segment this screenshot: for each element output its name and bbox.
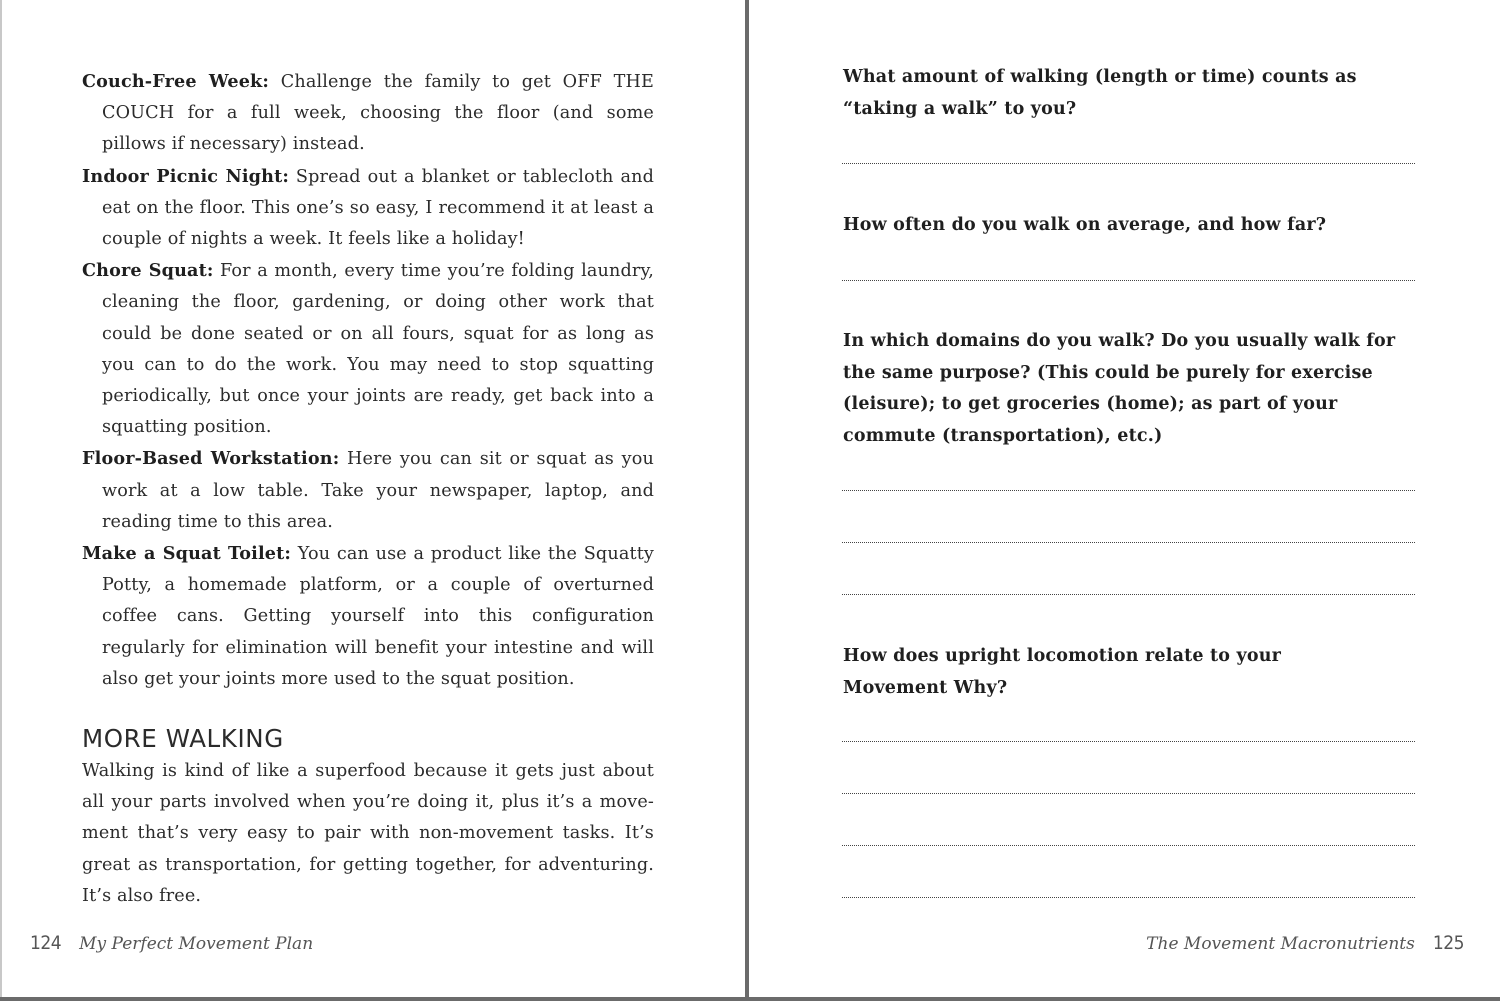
right-folio — [1146, 932, 1464, 954]
entry-text: Here you can sit or squat as you work at a low table. Take your newspaper, laptop, and reading time to this area. — [102, 449, 654, 532]
answer-line[interactable] — [842, 741, 1415, 742]
left-text-column — [82, 66, 654, 912]
entry-term: Chore Squat: — [82, 260, 214, 282]
right-page — [749, 0, 1500, 997]
entry-indoor-picnic-night — [82, 161, 654, 256]
answer-line[interactable] — [842, 845, 1415, 846]
entry-make-a-squat-toilet — [82, 538, 654, 695]
question-2: How often do you walk on average, and how far? — [843, 215, 1327, 235]
section-body: Walking is kind of like a superfood because it gets just about all your parts involved when you’re doing it, plus it’s a move-ment that’s very easy to pair with non-movement tasks. It’s great as transportation, for getting together, for adventuring. It’s also free. — [82, 761, 654, 906]
page-number: 125 — [1432, 932, 1464, 954]
entry-chore-squat — [82, 255, 654, 443]
question-4: How does upright locomotion relate to your Movement Why? — [843, 646, 1282, 698]
entry-text: You can use a product like the Squatty Potty, a homemade platform, or a couple of overturned coffee cans. Getting yourself into this configuration regularly for elimination will benefit your intestine and will also get your joints more used to the squat position. — [102, 544, 654, 689]
entry-term: Indoor Picnic Night: — [82, 165, 289, 187]
entry-couch-free-week — [82, 66, 654, 161]
answer-line[interactable] — [842, 793, 1415, 794]
running-head: The Movement Macronutrients — [1146, 934, 1415, 954]
answer-line[interactable] — [842, 163, 1415, 164]
entry-term: Floor-Based Workstation: — [82, 448, 340, 470]
answer-line[interactable] — [842, 897, 1415, 898]
question-1: What amount of walking (length or time) counts as “taking a walk” to you? — [843, 67, 1357, 119]
entry-term: Couch-Free Week: — [82, 71, 270, 92]
left-folio — [30, 932, 313, 954]
answer-line[interactable] — [842, 542, 1415, 543]
question-3: In which domains do you walk? Do you usually walk for the same purpose? (This could be purely for exercise (leisure); to get groceries (home); as part of your commute (transportation), etc.) — [843, 331, 1396, 446]
section-heading: MORE WALKING — [82, 724, 284, 754]
entry-text: Spread out a blanket or tablecloth and eat on the floor. This one’s so easy, I recommend it at least a couple of nights a week. It feels like a holiday! — [102, 166, 654, 250]
answer-line[interactable] — [842, 280, 1415, 281]
running-head: My Perfect Movement Plan — [79, 934, 314, 954]
page-bottom-edge — [0, 997, 1500, 1001]
left-page — [0, 0, 745, 997]
entry-term: Make a Squat Toilet: — [82, 543, 292, 565]
answer-line[interactable] — [842, 490, 1415, 491]
entry-text: Challenge the family to get OFF THE COUCH for a full week, choosing the floor (and some pillows if necessary) instead. — [102, 72, 654, 155]
entry-floor-based-workstation — [82, 443, 654, 538]
entry-text: For a month, every time you’re folding laundry, cleaning the floor, gardening, or doing other work that could be done seated or on all fours, squat for as long as you can to do the work. You may need to stop squatting periodically, but once your joints are ready, get back into a squatting position. — [102, 261, 654, 438]
answer-line[interactable] — [842, 594, 1415, 595]
page-number: 124 — [30, 932, 62, 954]
